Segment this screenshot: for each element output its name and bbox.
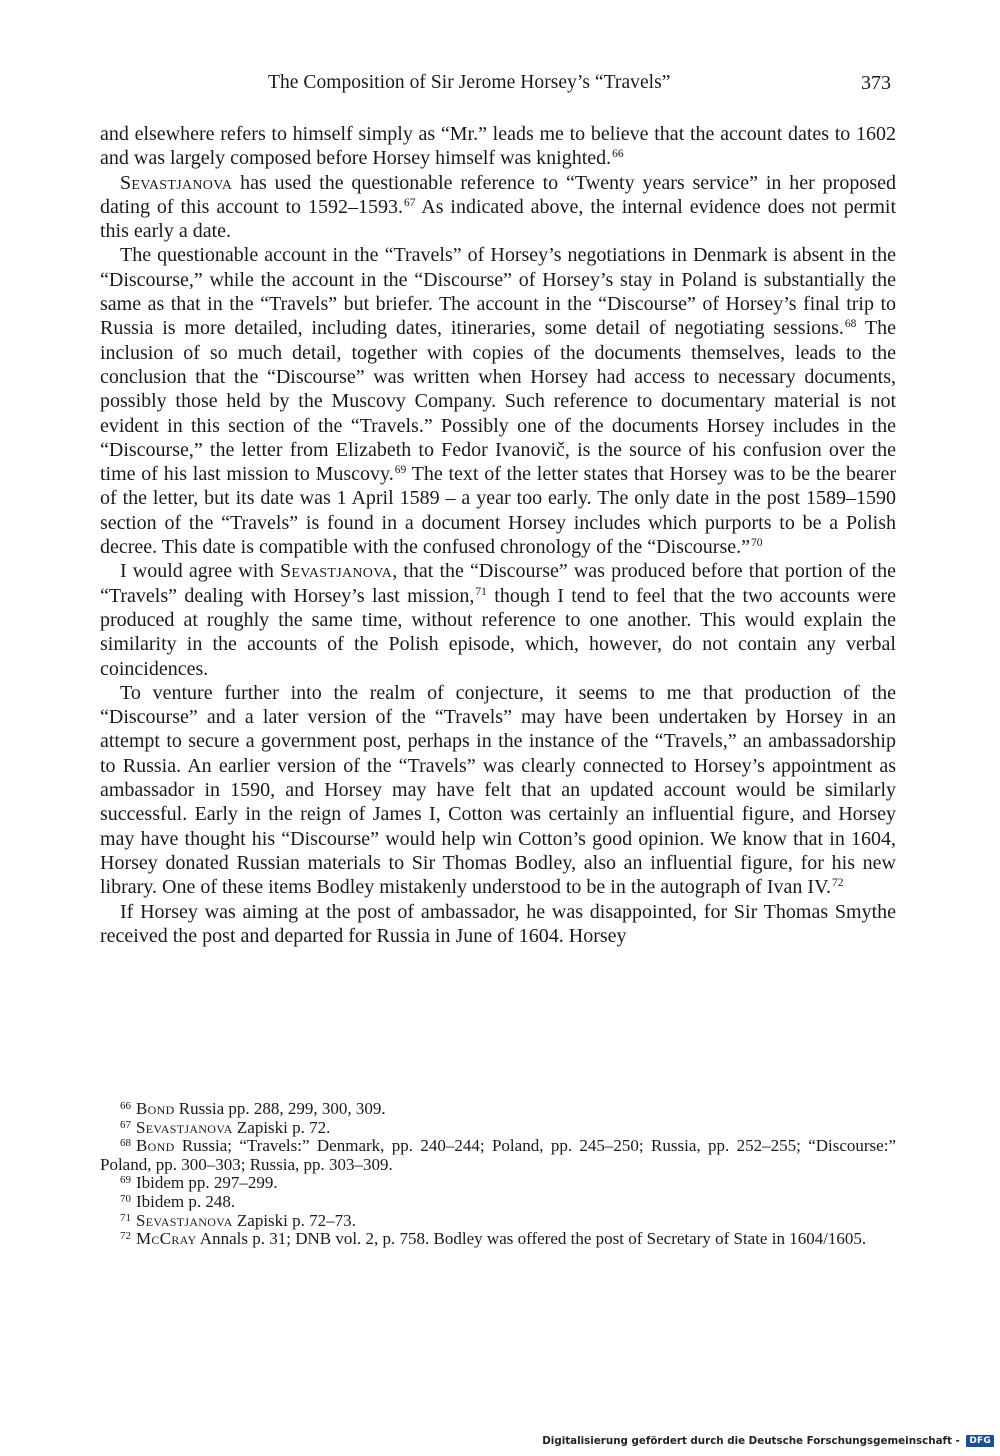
footnote	[100, 1193, 896, 1212]
footnote	[100, 1119, 896, 1138]
paragraph-text: , that the “Discourse” was produced before that portion of the “Travels” dealing with Horsey’s last mission,	[100, 560, 896, 607]
footnote-number: 69	[120, 1174, 131, 1187]
main-text	[100, 122, 896, 948]
paragraph-text: The text of the letter states that Horsey was to be the bearer of the letter, but its date was 1 April 1589 – a year too early. The only date in the post 1589–1590 section of the “Travels” is found in a document Horsey includes which purports to be a Polish decree. This date is compatible with the confused chronology of the “Discourse.”	[100, 463, 896, 559]
footnote	[100, 1174, 896, 1193]
footnote-text: Zapiski p. 72–73.	[232, 1210, 356, 1230]
footnote-number: 72	[120, 1230, 131, 1243]
cited-author: Sevastjanova	[279, 560, 393, 583]
paragraph-text: I would agree with	[120, 560, 280, 583]
footnote-text: Zapiski p. 72.	[232, 1117, 331, 1137]
paragraph-3	[100, 243, 896, 559]
footnote-number: 66	[120, 1100, 131, 1112]
footnote	[100, 1230, 896, 1249]
footnote-author: Sevastjanova	[136, 1117, 233, 1137]
footnote-ref: 70	[750, 537, 763, 550]
paragraph-2	[100, 171, 896, 244]
digitization-footer	[542, 1434, 994, 1448]
paragraph-text: To venture further into the realm of conjecture, it seems to me that production of the “Discourse” and a later version of the “Travels” may have been undertaken by Horsey in an attempt to secure a government post, perhaps in the instance of the “Travels,” an ambassadorship to Russia. An earlier version of the “Travels” was clearly connected to Horsey’s appointment as ambassador in 1590, and Horsey may have felt that an updated account would be similarly successful. Early in the reign of James I, Cotton was certainly an influential figure, and Horsey may have thought his “Discourse” would help win Cotton’s good opinion. We know that in 1604, Horsey donated Russian materials to Sir Thomas Bodley, also an influential figure, for his new library. One of these items Bodley mistakenly understood to be in the autograph of Ivan IV.	[100, 681, 896, 899]
footnote-author: McCray	[136, 1229, 197, 1249]
footnote	[100, 1212, 896, 1231]
dfg-logo: DFG	[966, 1435, 994, 1447]
paragraph-6	[100, 900, 896, 949]
footnote-ref: 72	[831, 877, 844, 890]
paragraph-text: As indicated above, the internal evidence does not permit this early a date.	[100, 195, 897, 243]
paragraph-text: The questionable account in the “Travels” of Horsey’s negotiations in Denmark is absent in the “Discourse,” while the account in the “Discourse” of Horsey’s stay in Poland is substantially the same as that in the “Travels” but briefer. The account in the “Discourse” of Horsey’s final trip to Russia is more detailed, including dates, itineraries, some detail of negotiating sessions.	[100, 244, 896, 340]
paragraph-text: The inclusion of so much detail, together with copies of the documents themselves, leads to the conclusion that the “Discourse” was written when Horsey had access to necessary documents, possibly those held by the Muscovy Company. Such reference to documentary material is not evident in this section of the “Travels.” Possibly one of the documents Horsey includes in the “Discourse,” the letter from Elizabeth to Fedor Ivanovič, is the source of his confusion over the time of his last mission to Muscovy.	[100, 317, 896, 486]
footnote-text: Ibidem pp. 297–299.	[136, 1173, 278, 1193]
paragraph-1	[100, 122, 896, 171]
paragraph-text: though I tend to feel that the two accounts were produced at roughly the same time, without reference to one another. This would explain the similarity in the accounts of the Polish episode, which, however, do not contain any verbal coincidences.	[100, 584, 897, 680]
footnote-author: Bond	[136, 1136, 175, 1156]
paragraph-text: and elsewhere refers to himself simply as “Mr.” leads me to believe that the account dates to 1602 and was largely composed before Horsey himself was knighted.	[100, 123, 896, 170]
footnote	[100, 1100, 896, 1119]
footnote-text: Annals p. 31; DNB vol. 2, p. 758. Bodley was offered the post of Secretary of State in 1604/1605.	[196, 1229, 867, 1249]
footnote-ref: 67	[403, 196, 416, 209]
footnote-ref: 68	[844, 318, 857, 331]
footnote-author: Bond	[136, 1099, 175, 1118]
paragraph-5	[100, 681, 896, 900]
paragraph-4	[100, 559, 896, 680]
paragraph-text: If Horsey was aiming at the post of ambassador, he was disappointed, for Sir Thomas Smythe received the post and departed for Russia in June of 1604. Horsey	[100, 900, 896, 947]
footnote-number: 71	[120, 1211, 131, 1224]
footnote-ref: 71	[475, 585, 487, 598]
page-number: 373	[861, 72, 891, 94]
running-header	[100, 70, 900, 96]
footnote-number: 68	[120, 1137, 131, 1150]
digitization-note: Digitalisierung gefördert durch die Deutsche Forschungsgemeinschaft -	[542, 1435, 960, 1447]
footnote-text: Ibidem p. 248.	[136, 1191, 236, 1211]
footnote-number: 67	[120, 1118, 131, 1131]
footnote-ref: 69	[394, 464, 407, 477]
footnote-text: Russia; “Travels:” Denmark, pp. 240–244; Poland, pp. 245–250; Russia, pp. 252–255; “Discourse:” Poland, pp. 300–303; Russia, pp. 303–309.	[100, 1136, 896, 1174]
footnote-text: Russia pp. 288, 299, 300, 309.	[174, 1099, 386, 1118]
footnotes-section	[100, 1100, 896, 1249]
footnote-number: 70	[120, 1192, 131, 1205]
running-title: The Composition of Sir Jerome Horsey’s “Travels”	[268, 72, 671, 93]
footnote	[100, 1137, 896, 1174]
footnote-author: Sevastjanova	[136, 1210, 233, 1230]
paragraph-text: has used the questionable reference to “Twenty years service” in her proposed dating of this account to 1592–1593.	[100, 171, 896, 218]
footnote-ref: 66	[612, 148, 624, 161]
cited-author: Sevastjanova	[120, 171, 233, 194]
